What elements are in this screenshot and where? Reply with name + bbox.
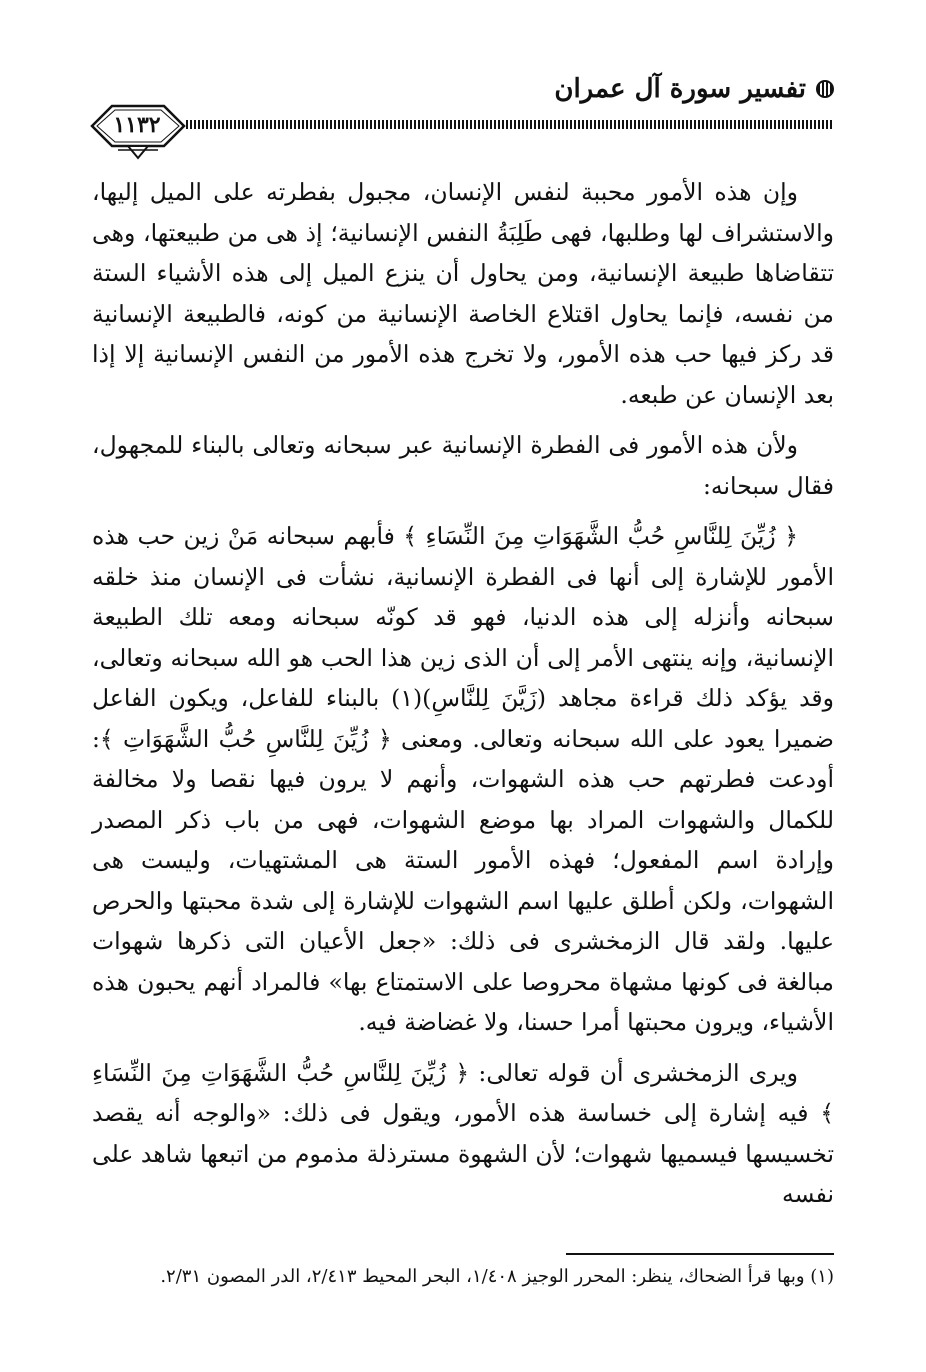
paragraph: ويرى الزمخشرى أن قوله تعالى: ﴿ زُيِّنَ لِلنَّاسِ حُبُّ الشَّهَوَاتِ مِنَ النِّسَاءِ ﴾ فيه إشارة إلى خساسة هذه الأمور، ويقول فى ذلك: «والوجه أنه يقصد تخسيسها فيسميها شهوات؛ لأن الشهوة مسترذلة مذموم من اتبعها شاهد على نفسه bbox=[92, 1058, 834, 1208]
body-text bbox=[92, 172, 834, 1225]
header-rule bbox=[186, 120, 834, 129]
footnote: (١) وبها قرأ الضحاك، ينظر: المحرر الوجيز ١/٤٠٨، البحر المحيط ٢/٤١٣، الدر المصون ٢/٣١. bbox=[160, 1266, 834, 1287]
page-header bbox=[96, 70, 834, 138]
paragraph: ولأن هذه الأمور فى الفطرة الإنسانية عبر سبحانه وتعالى بالبناء للمجهول، فقال سبحانه: bbox=[92, 431, 834, 500]
hatched-circle-icon bbox=[816, 80, 834, 98]
running-title-text: تفسير سورة آل عمران bbox=[554, 74, 806, 104]
running-title bbox=[554, 74, 834, 104]
page-number: ١١٣٢ bbox=[113, 112, 161, 138]
paragraph: ﴿ زُيِّنَ لِلنَّاسِ حُبُّ الشَّهَوَاتِ مِنَ النِّسَاءِ ﴾ فأبهم سبحانه مَنْ زين حب هذه الأمور للإشارة إلى أنها فى الفطرة الإنسانية، نشأت فى الإنسان منذ خلقه سبحانه وأنزله إلى هذه الدنيا، فهو قد كونّه سبحانه ومعه تلك الطبيعة الإنسانية، وإنه ينتهى الأمر إلى أن الذى زين هذا الحب هو الله سبحانه وتعالى، وقد يؤكد ذلك قراءة مجاهد (زَيَّنَ لِلنَّاسِ)(١) بالبناء للفاعل، ويكون الفاعل ضميرا يعود على الله سبحانه وتعالى. ومعنى ﴿ زُيِّنَ لِلنَّاسِ حُبُّ الشَّهَوَاتِ ﴾: أودعت فطرتهم حب هذه الشهوات، وأنهم لا يرون فيها نقصا ولا مخالفة للكمال والشهوات المراد بها موضع الشهوات، فهى من باب ذكر المصدر وإرادة اسم المفعول؛ فهذه الأمور الستة هى المشتهيات، وليست هى الشهوات، ولكن أطلق عليها اسم الشهوات للإشارة إلى شدة محبتها والحرص عليها. ولقد قال الزمخشرى فى ذلك: «جعل الأعيان التى ذكرها شهوات مبالغة فى كونها مشهاة محروصا على الاستمتاع بها» فالمراد أنهم يحبون هذه الأشياء، ويرون محبتها أمرا حسنا، ولا غضاضة فيه. bbox=[92, 522, 834, 1036]
footnote-separator bbox=[566, 1253, 834, 1255]
page-number-frame bbox=[88, 100, 188, 154]
paragraph: وإن هذه الأمور محببة لنفس الإنسان، مجبول بفطرته على الميل إليها، والاستشراف لها وطلبها، فهى طَلِبَةُ النفس الإنسانية؛ إذ هى من طبيعتها، وهى تتقاضاها طبيعة الإنسانية، ومن يحاول أن ينزع الميل إلى هذه الأشياء الستة من نفسه، فإنما يحاول اقتلاع الخاصة الإنسانية من كونه، فالطبيعة الإنسانية قد ركز فيها حب هذه الأمور، ولا تخرج هذه الأمور من النفس الإنسانية إلا إذا بعد الإنسان عن طبعه. bbox=[92, 178, 834, 409]
